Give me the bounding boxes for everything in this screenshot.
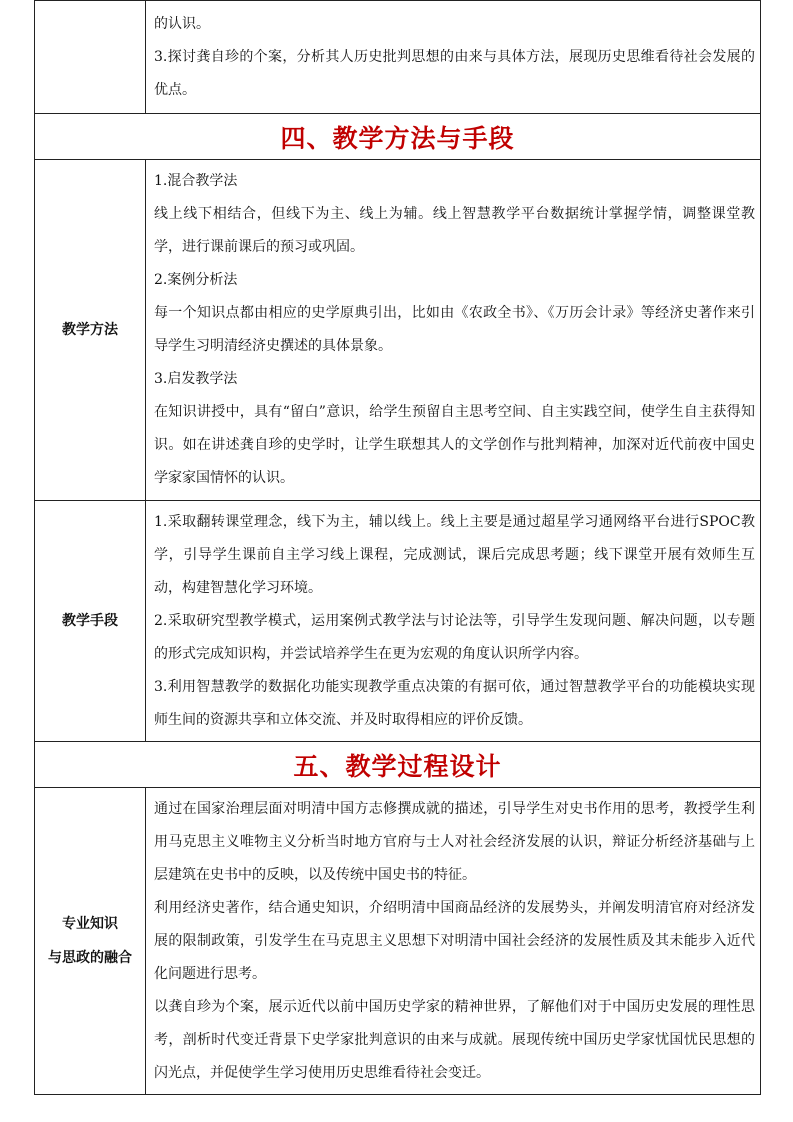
goals-tail-label [35, 1, 146, 114]
methods-paragraph: 每一个知识点都由相应的史学原典引出，比如由《农政全书》、《万历会计录》等经济史著作来引导学生习明清经济史撰述的具体景象。 [154, 305, 755, 354]
section-heading-row [35, 114, 761, 160]
integration-paragraph: 通过在国家治理层面对明清中国方志修撰成就的描述，引导学生对史书作用的思考，教授学生利用马克思主义唯物主义分析当时地方官府与士人对社会经济发展的认识，辩证分析经济基础与上层建筑在史书中的反映，以及传统中国史书的特征。 [154, 800, 755, 883]
lesson-plan-table [34, 0, 761, 1095]
means-paragraph: 2.采取研究型教学模式，运用案例式教学法与讨论法等，引导学生发现问题、解决问题，以专题的形式完成知识构，并尝试培养学生在更为宏观的角度认识所学内容。 [154, 612, 755, 662]
means-label: 教学手段 [35, 501, 146, 742]
section-heading-process: 五、教学过程设计 [35, 742, 761, 788]
means-paragraph: 3.利用智慧教学的数据化功能实现教学重点决策的有据可依，通过智慧教学平台的功能模块实现师生间的资源共享和立体交流、并及时取得相应的评价反馈。 [154, 678, 755, 728]
means-content [146, 501, 761, 742]
goals-tail-paragraph: 3.探讨龚自珍的个案，分析其人历史批判思想的由来与具体方法，展现历史思维看待社会发展的优点。 [154, 48, 755, 98]
means-paragraph: 1.采取翻转课堂理念，线下为主，辅以线上。线上主要是通过超星学习通网络平台进行SPOC教学，引导学生课前自主学习线上课程，完成测试，课后完成思考题；线下课堂开展有效师生互动，构建智慧化学习环境。 [154, 513, 755, 596]
section-heading-methods: 四、教学方法与手段 [35, 114, 761, 160]
table-row-integration [35, 788, 761, 1095]
goals-tail-content [146, 1, 761, 114]
methods-paragraph: 2.案例分析法 [154, 272, 238, 288]
methods-label: 教学方法 [35, 160, 146, 501]
methods-paragraph: 线上线下相结合，但线下为主、线上为辅。线上智慧教学平台数据统计掌握学情，调整课堂教学，进行课前课后的预习或巩固。 [154, 206, 755, 255]
table-row-means [35, 501, 761, 742]
methods-paragraph: 在知识讲授中，具有“留白”意识，给学生预留自主思考空间、自主实践空间，使学生自主获得知识。如在讲述龚自珍的史学时，让学生联想其人的文学创作与批判精神，加深对近代前夜中国史学家家国情怀的认识。 [154, 404, 755, 486]
section-heading-row [35, 742, 761, 788]
methods-content [146, 160, 761, 501]
table-row-methods [35, 160, 761, 501]
integration-paragraph: 利用经济史著作，结合通史知识，介绍明清中国商品经济的发展势头，并阐发明清官府对经济发展的限制政策，引发学生在马克思主义思想下对明清中国社会经济的发展性质及其未能步入近代化问题进行思考。 [154, 899, 755, 982]
goals-tail-paragraph: 的认识。 [154, 15, 210, 32]
integration-paragraph: 以龚自珍为个案，展示近代以前中国历史学家的精神世界，了解他们对于中国历史发展的理性思考，剖析时代变迁背景下史学家批判意识的由来与成就。展现传统中国历史学家忧国忧民思想的闪光点，并促使学生学习使用历史思维看待社会变迁。 [154, 998, 755, 1081]
table-row-goals-tail [35, 1, 761, 114]
methods-paragraph: 3.启发教学法 [154, 371, 238, 387]
integration-label [35, 788, 146, 1095]
methods-paragraph: 1.混合教学法 [154, 173, 238, 189]
integration-label-line: 专业知识 [62, 916, 118, 932]
integration-content [146, 788, 761, 1095]
integration-label-line: 与思政的融合 [48, 950, 132, 966]
